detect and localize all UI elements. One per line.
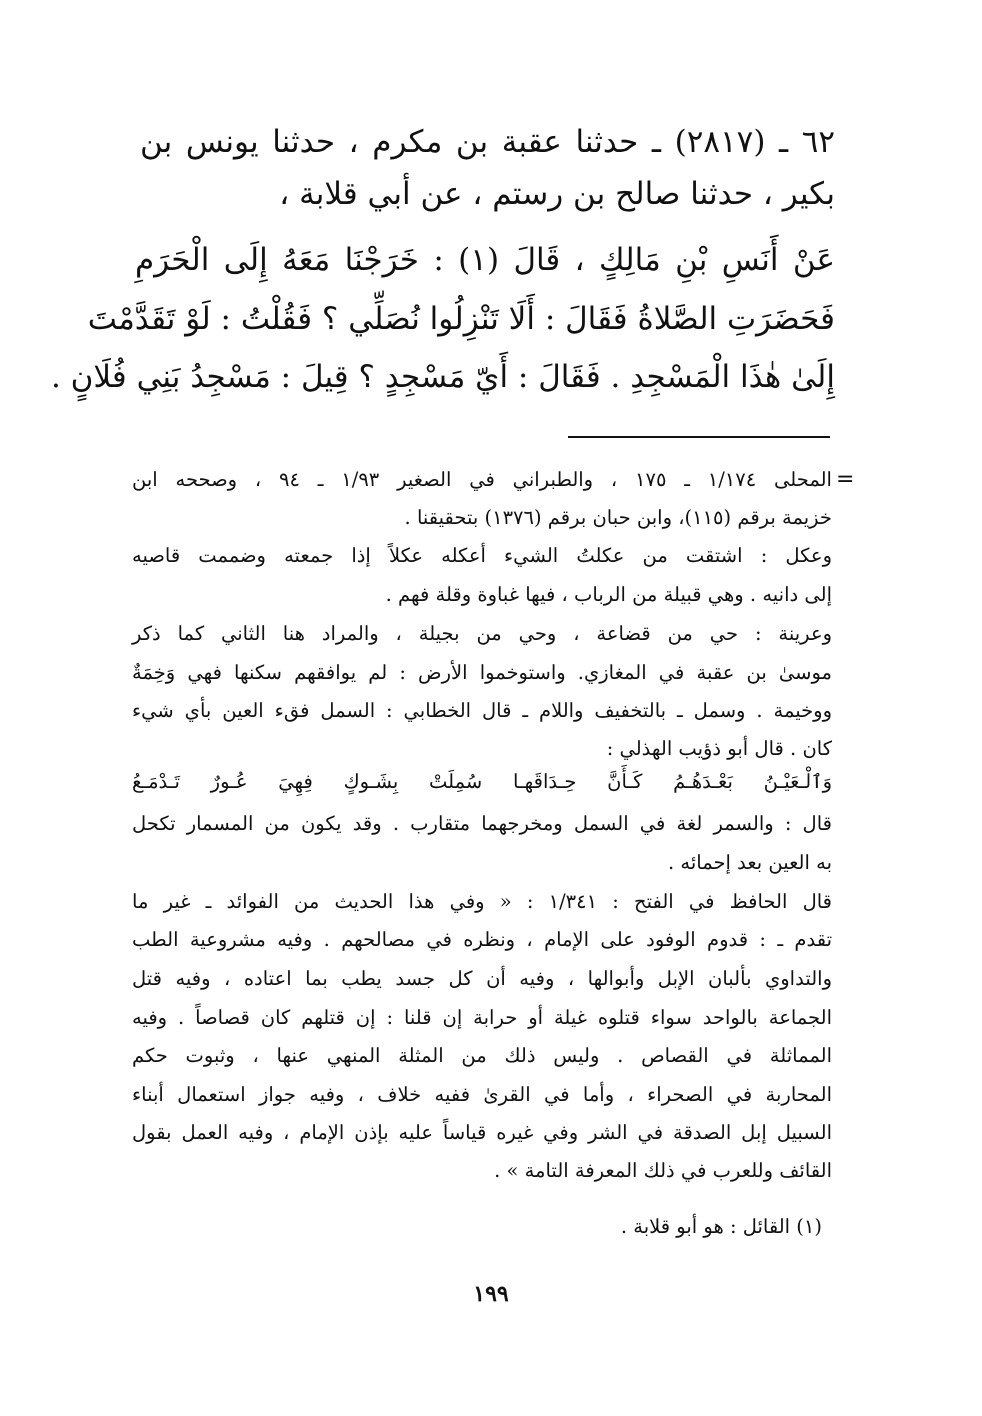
footnote-reference-1: (١) القائل : هو أبو قلابة . xyxy=(620,1215,822,1238)
footnote-line-11: به العين بعد إحمائه . xyxy=(667,851,832,874)
footnote-line-3: وعكل : اشتقت من عكلتُ الشيء أعكله عكلاً إذا جمعته وضممت قاصيه xyxy=(132,544,832,567)
footnote-line-19: القائف وللعرب في ذلك المعرفة التامة » . xyxy=(494,1159,832,1182)
footnote-line-13: تقدم ـ : قدوم الوفود على الإمام ، ونظره في مصالحهم . وفيه مشروعية الطب xyxy=(132,928,832,951)
footnote-line-6: موسىٰ بن عقبة في المغازي. واستوخموا الأرض : لم يوافقهم سكنها فهي وَخِمَةٌ xyxy=(132,661,832,684)
footnote-line-18: السبيل إبل الصدقة في الشر وفي غيره قياساً عليه بإذن الإمام ، وفيه العمل بقول xyxy=(132,1121,832,1144)
footnote-divider xyxy=(568,436,830,438)
footnote-line-7: ووخيمة . وسمل ـ بالتخفيف واللام ـ قال الخطابي : السمل فقء العين بأي شيء xyxy=(132,699,832,722)
footnote-line-8: كان . قال أبو ذؤيب الهذلي : xyxy=(606,737,832,760)
footnote-line-10: قال : والسمر لغة في السمل ومخرجهما متقارب . وقد يكون من المسمار تكحل xyxy=(132,812,832,835)
footnote-line-1: المحلى ١/١٧٤ ـ ١٧٥ ، والطبراني في الصغير ١/٩٣ ـ ٩٤ ، وصححه ابن xyxy=(132,468,832,491)
isnad-line-1: ٦٢ ـ (٢٨١٧) ـ حدثنا عقبة بن مكرم ، حدثنا يونس بن xyxy=(140,124,835,160)
hadith-line-3: إِلَىٰ هٰذَا الْمَسْجِدِ . فَقَالَ : أَيّ مَسْجِدٍ ؟ قِيلَ : مَسْجِدُ بَنِي فُلَانٍ . xyxy=(50,359,835,395)
page-number: ١٩٩ xyxy=(473,1281,509,1307)
hadith-line-1: عَنْ أَنَسِ بْنِ مَالِكٍ ، قَالَ (١) : خَرَجْنَا مَعَهُ إِلَى الْحَرَمِ xyxy=(135,242,836,278)
footnote-line-2: خزيمة برقم (١١٥)، وابن حبان برقم (١٣٧٦) بتحقيقنا . xyxy=(404,506,832,529)
footnote-line-15: الجماعة بالواحد سواء قتلوه غيلة أو حرابة إن قلنا : إن قتلهم كان قصاصاً . وفيه xyxy=(132,1006,832,1029)
footnote-line-14: والتداوي بألبان الإبل وأبوالها ، وفيه أن كل جسد يطب بما اعتاده ، وفيه قتل xyxy=(132,967,832,990)
footnote-line-5: وعرينة : حي من قضاعة ، وحي من بجيلة ، والمراد هنا الثاني كما ذكر xyxy=(132,622,832,645)
footnote-line-17: المحاربة في الصحراء ، وأما في القرىٰ ففيه خلاف ، وفيه جواز استعمال أبناء xyxy=(132,1083,832,1106)
footnote-line-4: إلى دانيه . وهي قبيلة من الرباب ، فيها غباوة وقلة فهم . xyxy=(385,583,832,606)
footnote-line-16: المماثلة في القصاص . وليس ذلك من المثلة المنهي عنها ، وثبوت حكم xyxy=(132,1044,832,1067)
poem-verse: وَٱلْـعَيْـنُ بَعْـدَهُـمُ كَـأَنَّ حِـدَاقَهـا سُمِلَتْ بِشَـوكٍ فِهِيَ عُـورٌ تَـدْمَـعُ xyxy=(132,770,832,793)
footnote-line-12: قال الحافظ في الفتح : ١/٣٤١ : « وفي هذا الحديث من الفوائد ـ غير ما xyxy=(132,890,832,913)
hadith-line-2: فَحَضَرَتِ الصَّلاةُ فَقَالَ : أَلَا تَنْزِلُوا نُصَلِّي ؟ فَقُلْتُ : لَوْ تَقَدَّمْتَ xyxy=(87,301,835,337)
continuation-mark: = xyxy=(836,467,855,492)
isnad-line-2: بكير ، حدثنا صالح بن رستم ، عن أبي قلابة ، xyxy=(279,176,835,212)
